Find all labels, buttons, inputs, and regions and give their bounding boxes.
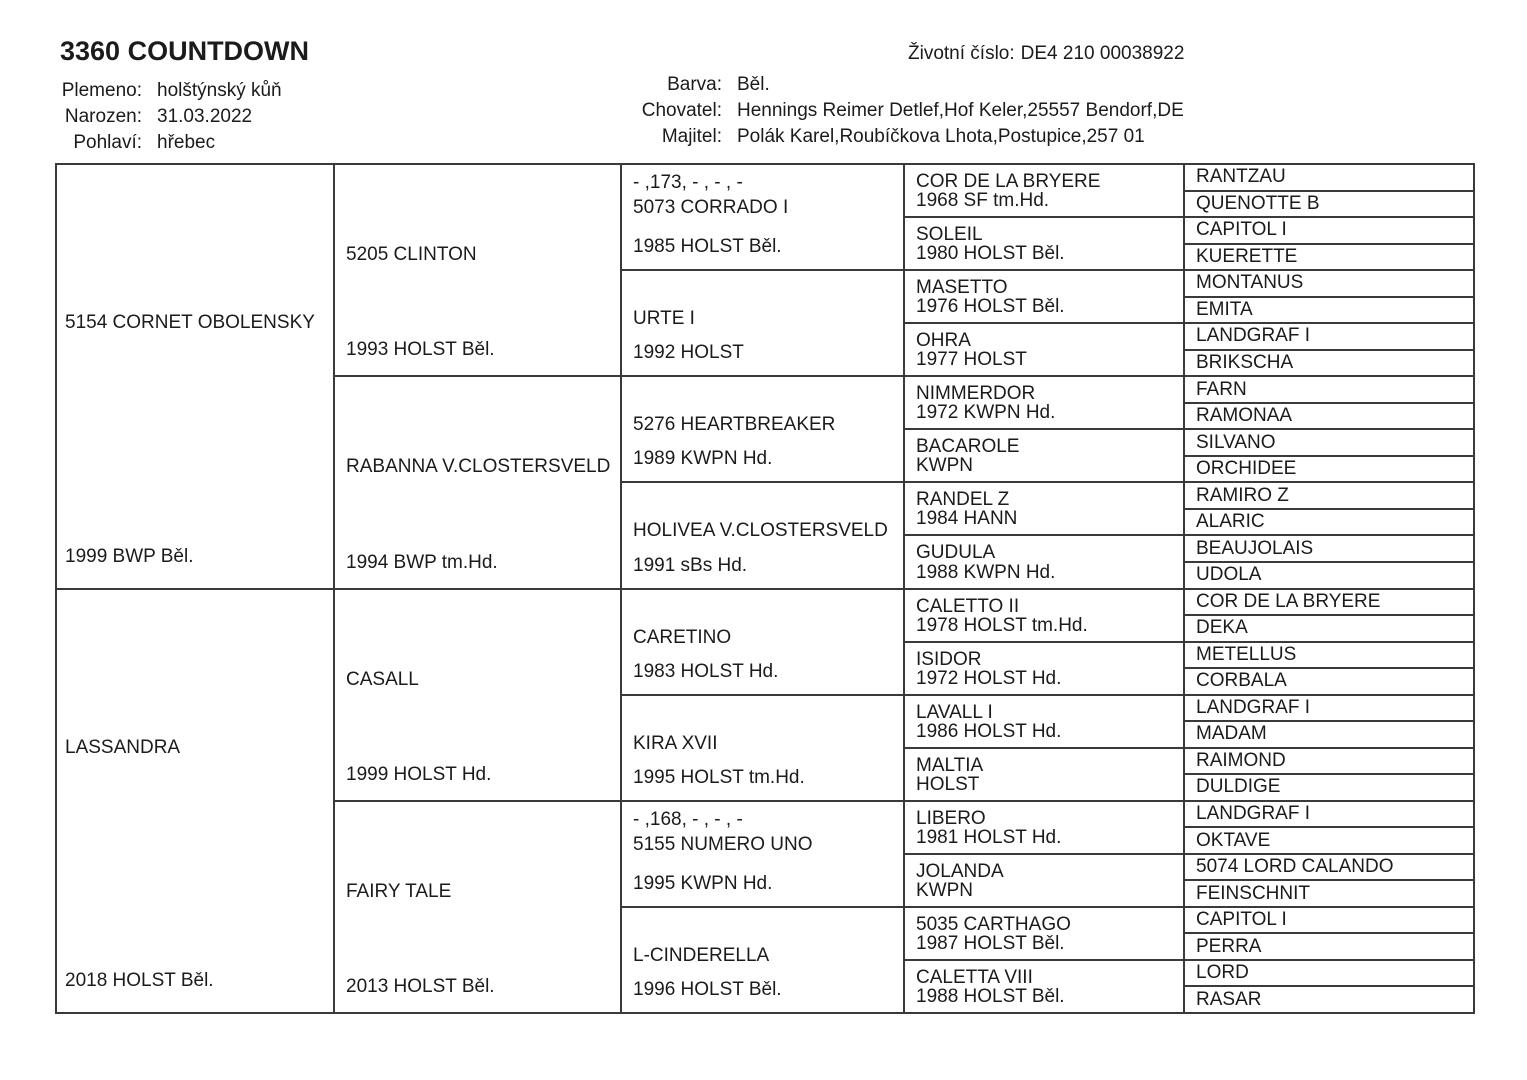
breeder-value: Hennings Reimer Detlef,Hof Keler,25557 Bendorf,DE (737, 100, 1184, 121)
horse-year-breed: 1996 HOLST Běl. (633, 979, 782, 1000)
horse-name: RABANNA V.CLOSTERSVELD (346, 456, 611, 478)
horse-name: QUENOTTE B (1196, 192, 1320, 214)
horse-name: JOLANDA (916, 860, 1004, 882)
horse-year-breed: 1986 HOLST Hd. (916, 720, 1062, 742)
horse-name: BEAUJOLAIS (1196, 537, 1314, 559)
horse-year-breed: 1972 HOLST Hd. (916, 667, 1062, 689)
horse-name: FEINSCHNIT (1196, 882, 1310, 904)
pedigree-cell-gen4-1 (905, 218, 1183, 271)
horse-year-breed: 1988 KWPN Hd. (916, 561, 1056, 583)
pedigree-cell-gen5-2 (1185, 218, 1473, 245)
horse-name: L-CINDERELLA (633, 944, 770, 966)
horse-name: LANDGRAF I (1196, 696, 1311, 718)
horse-name: MONTANUS (1196, 272, 1304, 294)
horse-name: FAIRY TALE (346, 880, 452, 902)
pedigree-cell-gen3-4 (622, 590, 903, 696)
horse-name: 5155 NUMERO UNO (633, 833, 813, 855)
horse-name: EMITA (1196, 298, 1253, 320)
horse-year-breed: 2013 HOLST Běl. (346, 976, 495, 997)
breed-label: Plemeno: (61, 80, 142, 101)
horse-year-breed: 1993 HOLST Běl. (346, 339, 495, 361)
pedigree-cell-gen3-1 (622, 271, 903, 377)
horse-name: CASALL (346, 668, 419, 690)
horse-name: BACAROLE (916, 436, 1020, 458)
horse-name: FARN (1196, 378, 1247, 400)
sex-label: Pohlaví: (73, 132, 142, 153)
pedigree-cell-gen5-5 (1185, 298, 1473, 325)
horse-year-breed: KWPN (916, 879, 973, 901)
color-value: Běl. (737, 74, 770, 95)
pedigree-cell-gen3-3 (622, 483, 903, 589)
pedigree-cell-gen5-27 (1185, 881, 1473, 908)
horse-name: 5205 CLINTON (346, 244, 477, 265)
sex-value: hřebec (157, 132, 216, 153)
pedigree-cell-gen4-4 (905, 377, 1183, 430)
pedigree-cell-gen5-1 (1185, 192, 1473, 219)
pedigree-cell-gen2-0 (335, 165, 620, 377)
horse-name: OKTAVE (1196, 829, 1271, 851)
horse-name: DULDIGE (1196, 776, 1281, 798)
pedigree-cell-gen4-0 (905, 165, 1183, 218)
pedigree-cell-gen5-28 (1185, 908, 1473, 935)
horse-year-breed: 1995 HOLST tm.Hd. (633, 766, 805, 788)
pedigree-cell-gen5-30 (1185, 961, 1473, 988)
pedigree-cell-gen4-9 (905, 643, 1183, 696)
pedigree-cell-gen5-29 (1185, 934, 1473, 961)
horse-year-breed: 1977 HOLST (916, 349, 1027, 371)
pedigree-cell-gen5-14 (1185, 536, 1473, 563)
horse-name: CARETINO (633, 626, 732, 648)
horse-name: RANTZAU (1196, 166, 1286, 188)
born-value: 31.03.2022 (157, 106, 253, 127)
pedigree-cell-gen5-26 (1185, 855, 1473, 882)
pedigree-cell-gen5-19 (1185, 669, 1473, 696)
horse-year-breed: 1980 HOLST Běl. (916, 243, 1065, 265)
horse-year-breed: 1995 KWPN Hd. (633, 872, 773, 894)
horse-name: 5074 LORD CALANDO (1196, 856, 1394, 878)
pedigree-cell-gen5-0 (1185, 165, 1473, 192)
pedigree-cell-gen5-10 (1185, 430, 1473, 457)
pedigree-cell-gen5-24 (1185, 802, 1473, 829)
pedigree-cell-gen5-23 (1185, 775, 1473, 802)
horse-name: LIBERO (916, 807, 986, 829)
pedigree-cell-gen3-0 (622, 165, 903, 271)
horse-name: HOLIVEA V.CLOSTERSVELD (633, 520, 888, 542)
pedigree-cell-gen4-10 (905, 696, 1183, 749)
meta-row-owner (560, 124, 1184, 150)
horse-meta-right (560, 72, 1184, 150)
horse-name: MASETTO (916, 277, 1008, 299)
horse-name: NIMMERDOR (916, 383, 1036, 405)
horse-name: CALETTO II (916, 595, 1020, 617)
horse-name: RANDEL Z (916, 489, 1010, 511)
pedigree-cell-gen3-7 (622, 908, 903, 1012)
pedigree-column-gen5 (1185, 165, 1473, 1012)
owner-label: Majitel: (661, 126, 722, 147)
horse-name: URTE I (633, 308, 695, 330)
pedigree-cell-gen4-2 (905, 271, 1183, 324)
horse-name: KUERETTE (1196, 245, 1298, 267)
horse-year-breed: 1999 HOLST Hd. (346, 763, 492, 785)
horse-name: PERRA (1196, 935, 1262, 957)
horse-name: DEKA (1196, 617, 1248, 639)
pedigree-cell-gen5-17 (1185, 616, 1473, 643)
pedigree-cell-gen5-9 (1185, 404, 1473, 431)
horse-name: RAMONAA (1196, 405, 1293, 427)
horse-year-breed: 1988 HOLST Běl. (916, 986, 1065, 1007)
horse-name: 5073 CORRADO I (633, 197, 789, 218)
meta-row-color (560, 72, 1184, 98)
horse-year-breed: 1984 HANN (916, 508, 1018, 530)
horse-name: CAPITOL I (1196, 219, 1287, 241)
pedigree-cell-gen3-6 (622, 802, 903, 908)
horse-name: SOLEIL (916, 224, 983, 246)
born-label: Narozen: (64, 106, 142, 127)
life-number-label: Životní číslo: (908, 43, 1015, 64)
horse-year-breed: KWPN (916, 455, 973, 477)
meta-row-breeder (560, 98, 1184, 124)
pedigree-cell-gen5-18 (1185, 643, 1473, 670)
horse-name: LANDGRAF I (1196, 803, 1311, 825)
horse-year-breed: 1994 BWP tm.Hd. (346, 551, 498, 573)
horse-name: LORD (1196, 962, 1249, 984)
horse-year-breed: 1987 HOLST Běl. (916, 932, 1065, 954)
meta-row-born (56, 104, 282, 130)
pedigree-cell-gen5-12 (1185, 483, 1473, 510)
horse-name: ORCHIDEE (1196, 458, 1297, 480)
pedigree-cell-gen1-0 (57, 165, 333, 590)
pedigree-cell-gen2-3 (335, 802, 620, 1012)
horse-year-breed: 1999 BWP Běl. (65, 545, 194, 567)
horse-name: ISIDOR (916, 648, 982, 670)
pedigree-cell-gen5-3 (1185, 245, 1473, 272)
pedigree-cell-gen1-1 (57, 590, 333, 1013)
pedigree-cell-gen5-20 (1185, 696, 1473, 723)
pedigree-cell-gen2-1 (335, 377, 620, 589)
life-number (908, 43, 1184, 65)
horse-name: 5154 CORNET OBOLENSKY (65, 312, 315, 333)
pedigree-cell-gen4-7 (905, 536, 1183, 589)
horse-name: MADAM (1196, 723, 1267, 745)
horse-year-breed: 1972 KWPN Hd. (916, 402, 1056, 424)
horse-name: ALARIC (1196, 511, 1265, 533)
horse-name: RAMIRO Z (1196, 484, 1289, 506)
pedigree-column-gen2 (335, 165, 622, 1012)
pedigree-cell-gen3-5 (622, 696, 903, 802)
pedigree-cell-gen5-7 (1185, 351, 1473, 378)
performance-line: - ,173, - , - , - (633, 172, 743, 193)
horse-name: LASSANDRA (65, 736, 181, 758)
pedigree-cell-gen5-25 (1185, 828, 1473, 855)
pedigree-table (55, 163, 1475, 1014)
horse-year-breed: 2018 HOLST Běl. (65, 970, 214, 991)
horse-name: GUDULA (916, 542, 996, 564)
pedigree-cell-gen4-3 (905, 324, 1183, 377)
horse-name: COR DE LA BRYERE (916, 171, 1101, 192)
pedigree-cell-gen5-13 (1185, 510, 1473, 537)
horse-name: MALTIA (916, 754, 984, 776)
horse-year-breed: 1991 sBs Hd. (633, 554, 748, 576)
pedigree-cell-gen5-6 (1185, 324, 1473, 351)
pedigree-cell-gen4-6 (905, 483, 1183, 536)
horse-name: CAPITOL I (1196, 909, 1287, 931)
horse-year-breed: 1985 HOLST Běl. (633, 236, 782, 258)
pedigree-column-gen1 (57, 165, 335, 1012)
horse-name: CORBALA (1196, 670, 1287, 692)
pedigree-column-gen4 (905, 165, 1185, 1012)
horse-name: KIRA XVII (633, 732, 718, 754)
pedigree-cell-gen4-15 (905, 961, 1183, 1012)
horse-meta-left (56, 78, 282, 156)
horse-year-breed: 1978 HOLST tm.Hd. (916, 614, 1088, 636)
pedigree-cell-gen5-8 (1185, 377, 1473, 404)
horse-year-breed: 1983 HOLST Hd. (633, 660, 779, 682)
horse-year-breed: 1968 SF tm.Hd. (916, 190, 1050, 212)
horse-name: 5276 HEARTBREAKER (633, 414, 836, 436)
pedigree-cell-gen5-16 (1185, 590, 1473, 617)
horse-year-breed: 1989 KWPN Hd. (633, 448, 773, 470)
pedigree-cell-gen5-11 (1185, 457, 1473, 484)
breed-value: holštýnský kůň (157, 80, 282, 101)
horse-name: BRIKSCHA (1196, 351, 1294, 373)
page-title: 3360 COUNTDOWN (60, 36, 310, 66)
horse-name: OHRA (916, 330, 971, 352)
horse-year-breed: HOLST (916, 773, 980, 795)
pedigree-cell-gen3-2 (622, 377, 903, 483)
pedigree-cell-gen4-12 (905, 802, 1183, 855)
horse-name: RAIMOND (1196, 749, 1286, 771)
horse-name: LAVALL I (916, 701, 993, 723)
pedigree-cell-gen4-14 (905, 908, 1183, 961)
pedigree-cell-gen5-21 (1185, 722, 1473, 749)
pedigree-cell-gen5-4 (1185, 271, 1473, 298)
pedigree-cell-gen5-15 (1185, 563, 1473, 590)
horse-year-breed: 1992 HOLST (633, 342, 744, 364)
performance-line: - ,168, - , - , - (633, 808, 743, 830)
horse-name: RASAR (1196, 988, 1262, 1010)
pedigree-cell-gen4-13 (905, 855, 1183, 908)
meta-row-breed (56, 78, 282, 104)
life-number-value: DE4 210 00038922 (1020, 43, 1185, 64)
pedigree-cell-gen4-5 (905, 430, 1183, 483)
horse-name: 5035 CARTHAGO (916, 913, 1071, 935)
horse-name: METELLUS (1196, 643, 1297, 665)
pedigree-cell-gen5-22 (1185, 749, 1473, 776)
owner-value: Polák Karel,Roubíčkova Lhota,Postupice,257 01 (737, 126, 1145, 147)
horse-year-breed: 1976 HOLST Běl. (916, 296, 1065, 318)
pedigree-column-gen3 (622, 165, 905, 1012)
horse-name: CALETTA VIII (916, 966, 1033, 988)
horse-name: COR DE LA BRYERE (1196, 590, 1381, 612)
horse-name: SILVANO (1196, 431, 1276, 453)
breeder-label: Chovatel: (641, 100, 722, 121)
pedigree-cell-gen4-8 (905, 590, 1183, 643)
horse-name: UDOLA (1196, 564, 1262, 586)
meta-row-sex (56, 130, 282, 156)
color-label: Barva: (667, 74, 722, 95)
horse-name: LANDGRAF I (1196, 325, 1311, 347)
pedigree-cell-gen4-11 (905, 749, 1183, 802)
horse-year-breed: 1981 HOLST Hd. (916, 826, 1062, 848)
pedigree-cell-gen2-2 (335, 590, 620, 802)
pedigree-cell-gen5-31 (1185, 987, 1473, 1012)
